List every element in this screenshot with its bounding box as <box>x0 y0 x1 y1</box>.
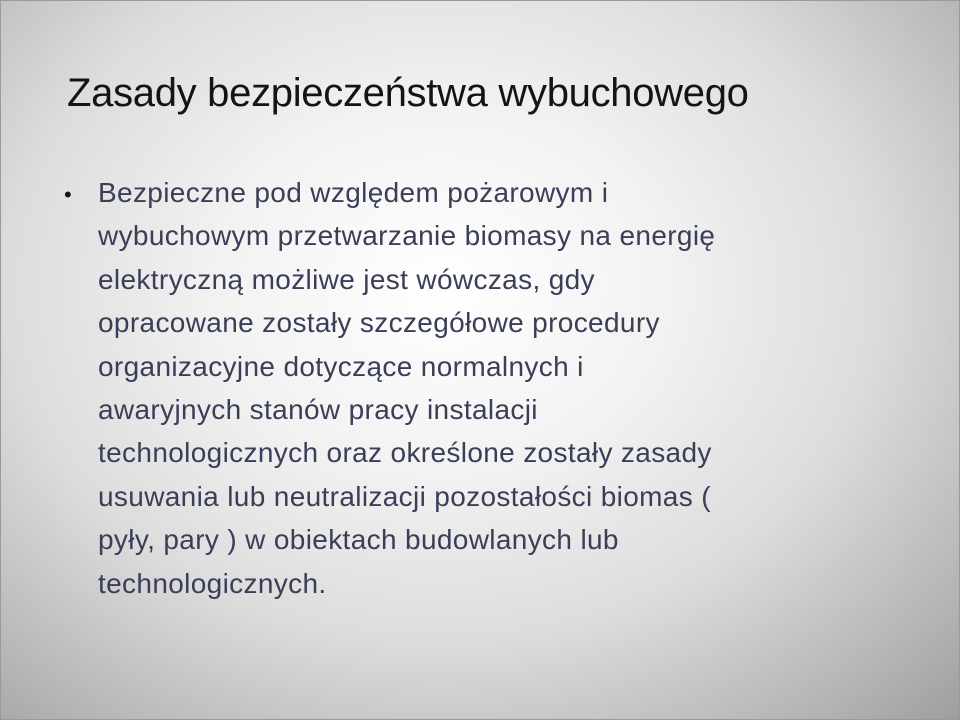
bullet-line: Bezpieczne pod względem pożarowym i <box>98 177 609 208</box>
bullet-line: technologicznych oraz określone zostały zasady <box>98 437 712 469</box>
bullet-line: wybuchowym przetwarzanie biomasy na energię <box>98 220 716 252</box>
bullet-line: organizacyjne dotyczące normalnych i <box>98 350 584 382</box>
slide-title: Zasady bezpieczeństwa wybuchowego <box>67 71 749 115</box>
bullet-item <box>61 171 861 605</box>
bullet-list <box>61 171 861 605</box>
bullet-line: technologicznych. <box>98 567 327 599</box>
bullet-line: opracowane zostały szczegółowe procedury <box>98 307 660 339</box>
bullet-marker: • <box>64 182 72 207</box>
bullet-line: pyły, pary ) w obiektach budowlanych lub <box>98 524 619 556</box>
bullet-line: awaryjnych stanów pracy instalacji <box>98 394 538 426</box>
bullet-line: usuwania lub neutralizacji pozostałości biomas ( <box>98 480 711 512</box>
bullet-line: elektryczną możliwe jest wówczas, gdy <box>98 263 595 295</box>
